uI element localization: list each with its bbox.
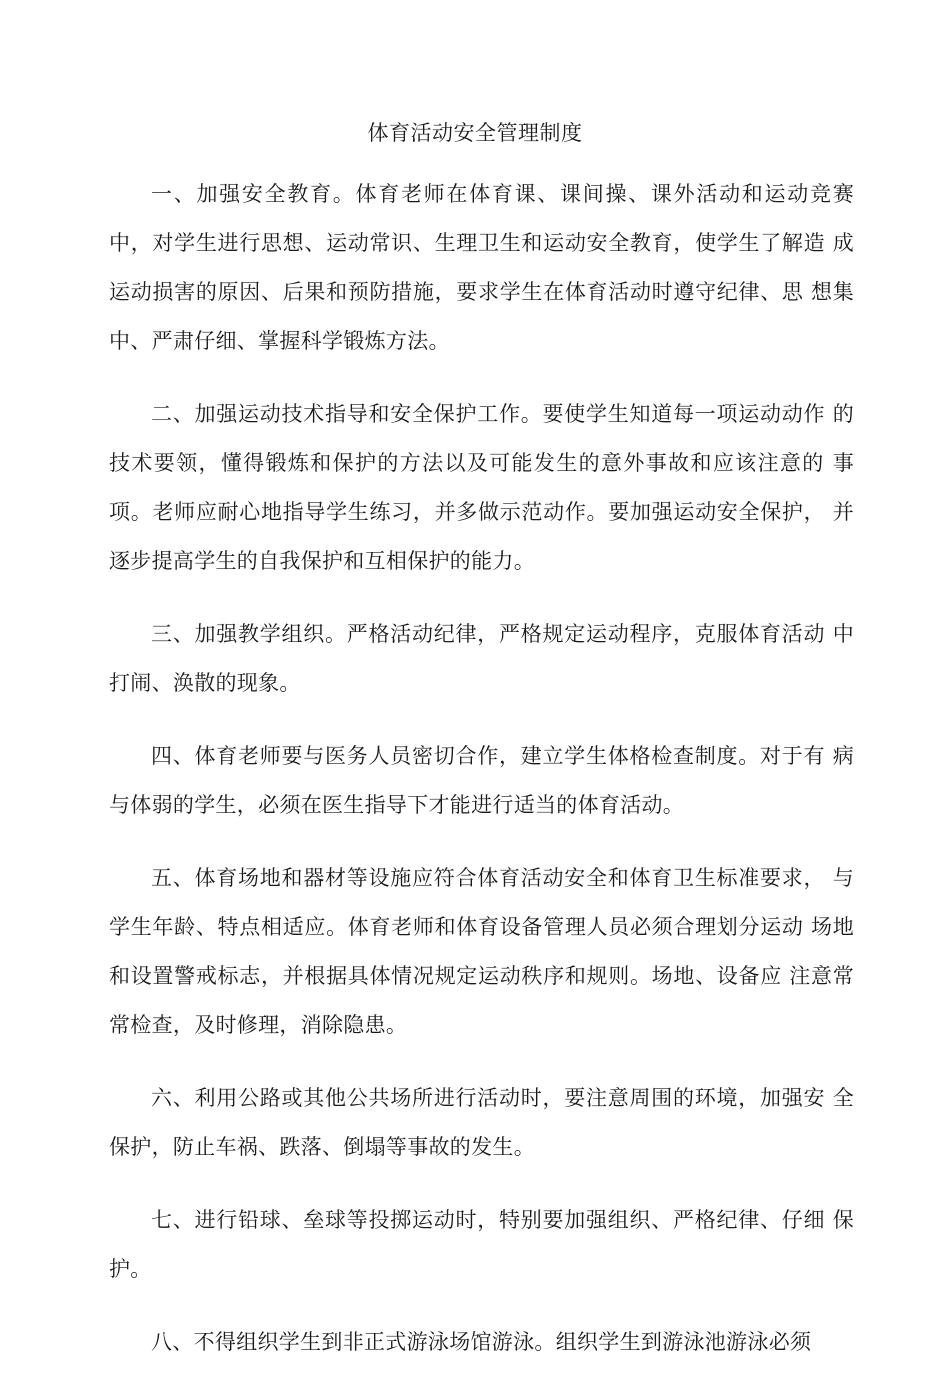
paragraph-8: 八、不得组织学生到非正式游泳场馆游泳。组织学生到游泳池游泳必须 [151, 1330, 812, 1354]
paragraph-6: 六、利用公路或其他公共场所进行活动时，要注意周围的环境，加强安 全保护，防止车祸、跌落、倒塌等事故的发生。 [109, 1086, 854, 1159]
paragraph-1: 一、加强安全教育。体育老师在体育课、课间操、课外活动和运动竞赛 中，对学生进行思想、运动常识、生理卫生和运动安全教育，使学生了解造 成运动损害的原因、后果和预防措施，要求学生在体育活动时遵守纪律、思 想集中、严肃仔细、掌握科学锻炼方法。 [109, 182, 854, 353]
paragraph-5: 五、体育场地和器材等设施应符合体育活动安全和体育卫生标准要求， 与学生年龄、特点相适应。体育老师和体育设备管理人员必须合理划分运动 场地和设置警戒标志，并根据具体情况规定运动秩序和规则。场地、设备应 注意常常检查，及时修理，消除隐患。 [109, 866, 854, 1037]
paragraph-3: 三、加强教学组织。严格活动纪律，严格规定运动程序，克服体育活动 中打闹、涣散的现象。 [109, 622, 854, 695]
document-body [109, 170, 854, 1391]
document-title: 体育活动安全管理制度 [367, 121, 583, 145]
paragraph-2: 二、加强运动技术指导和安全保护工作。要使学生知道每一项运动动作 的技术要领，懂得锻炼和保护的方法以及可能发生的意外事故和应该注意的 事项。老师应耐心地指导学生练习，并多做示范动作。要加强运动安全保护， 并逐步提高学生的自我保护和互相保护的能力。 [109, 402, 854, 573]
paragraph-7: 七、进行铅球、垒球等投掷运动时，特别要加强组织、严格纪律、仔细 保护。 [109, 1208, 854, 1281]
paragraph-4: 四、体育老师要与医务人员密切合作，建立学生体格检查制度。对于有 病与体弱的学生，必须在医生指导下才能进行适当的体育活动。 [109, 744, 854, 817]
